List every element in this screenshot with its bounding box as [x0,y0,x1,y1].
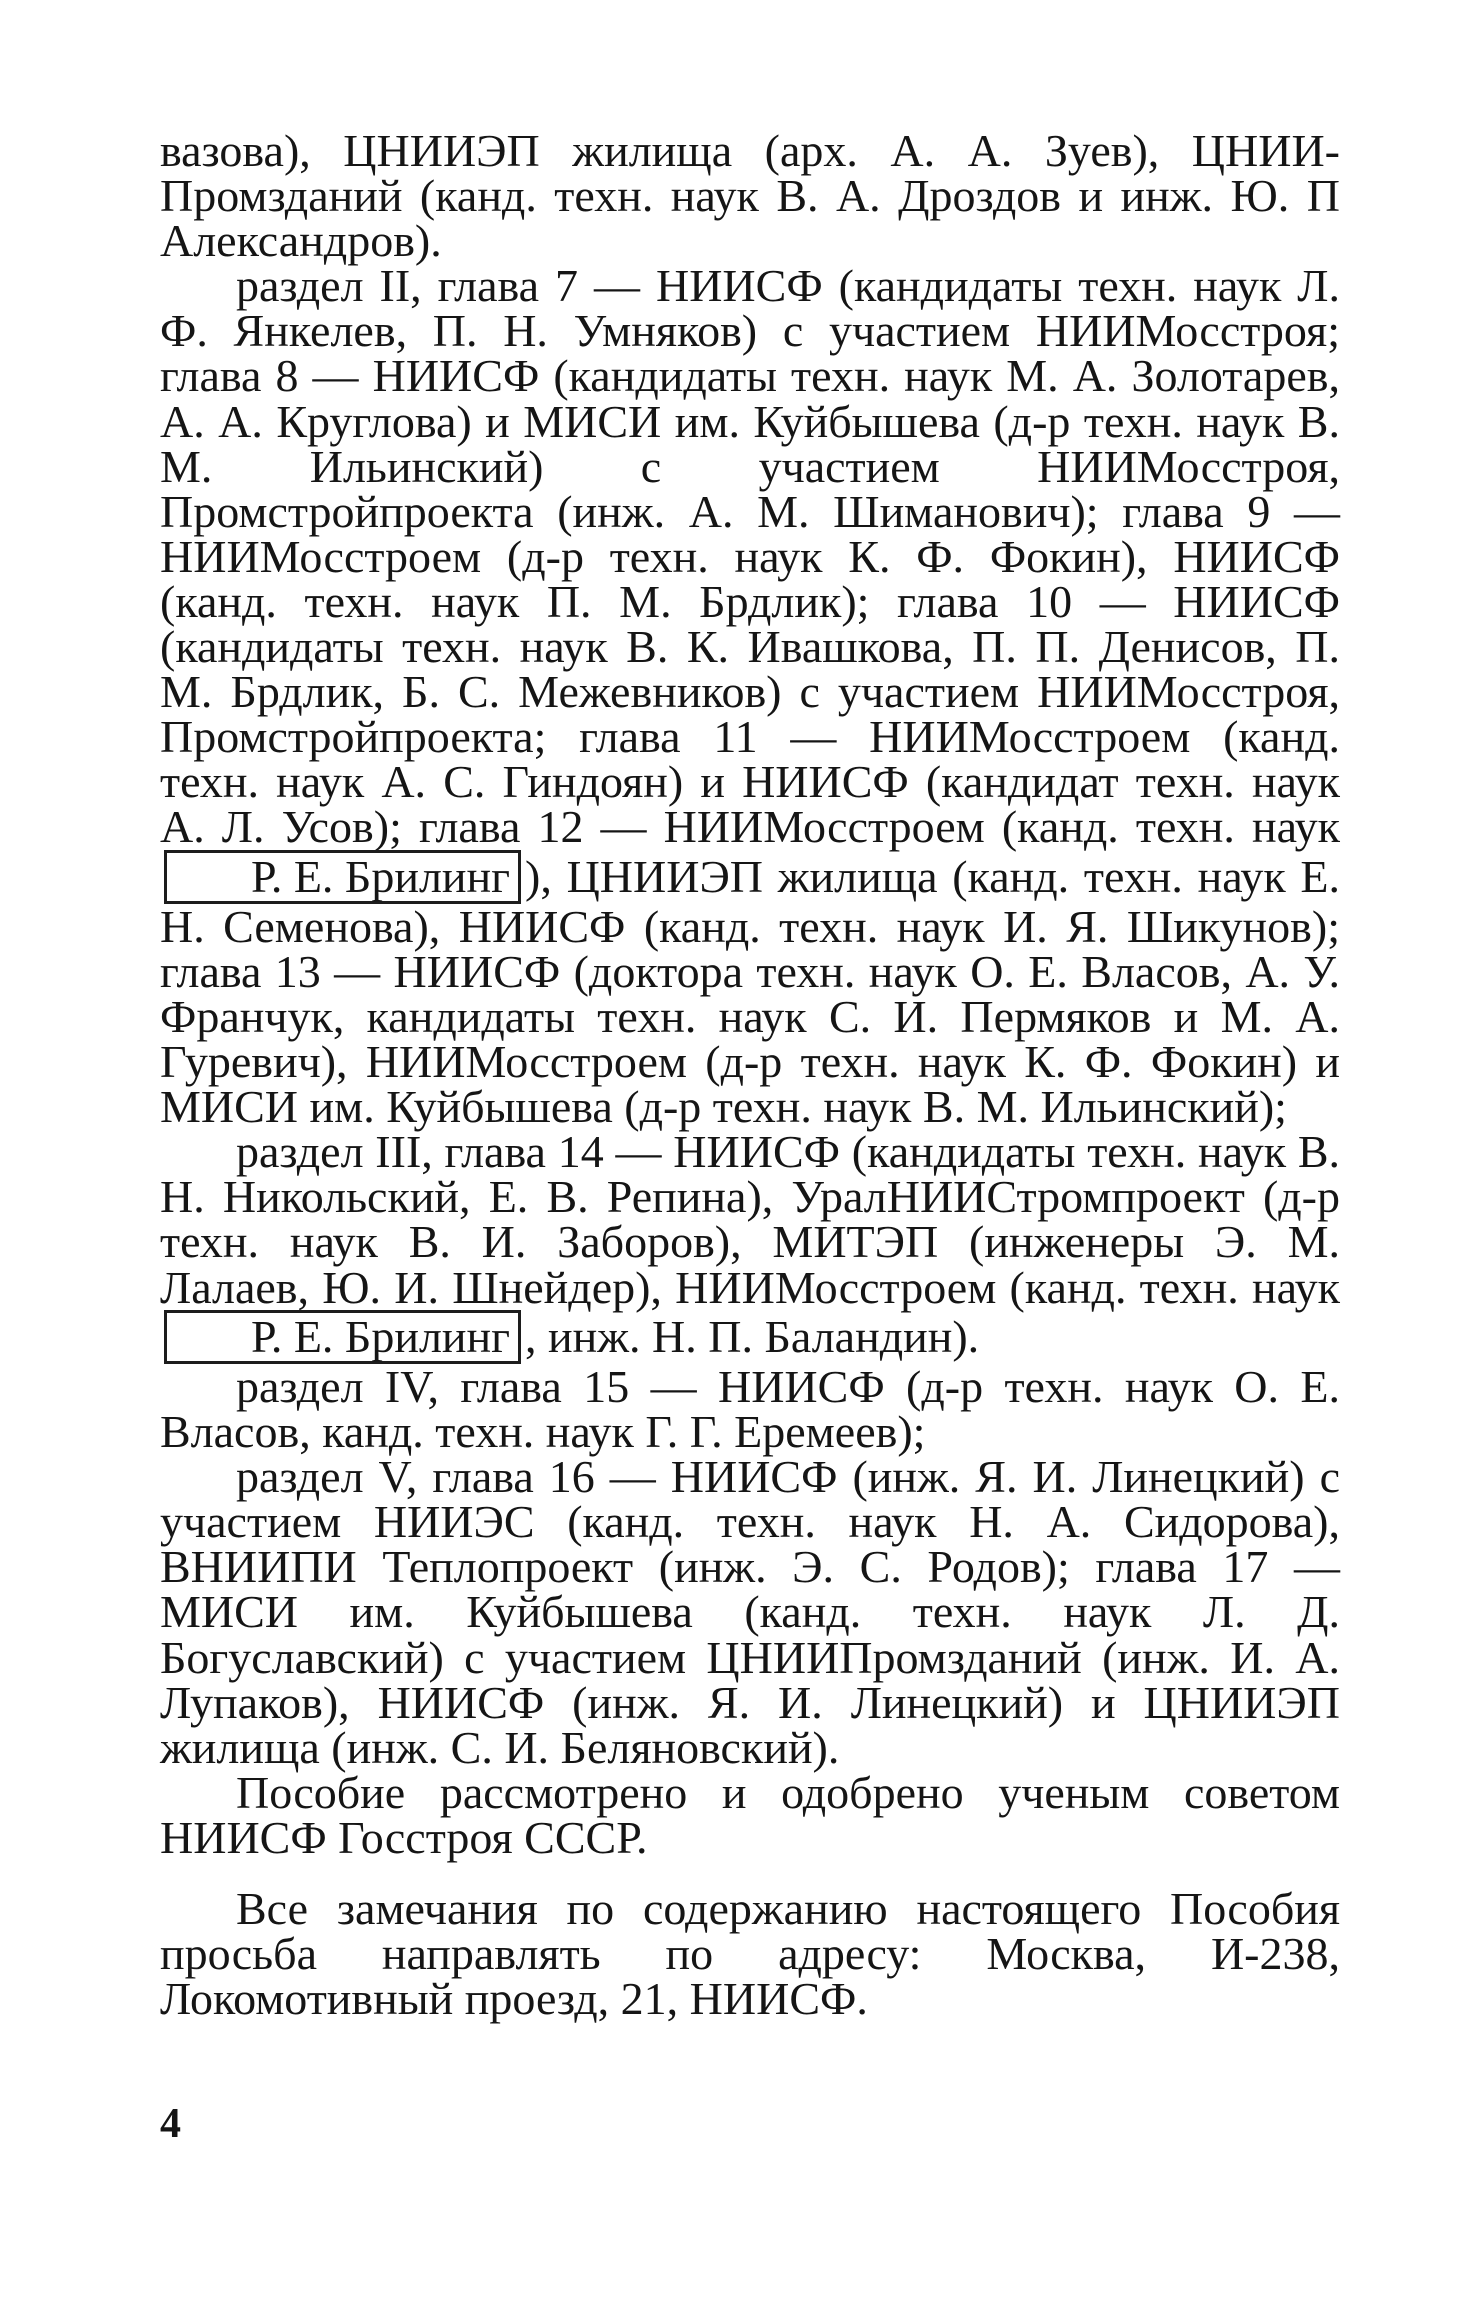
paragraph-contact-address [160,1882,1340,2025]
paragraph-text: раздел IV, глава 15 — НИИСФ (д-р техн. наук О. Е. Власов, канд. техн. наук Г. Г. Еремеев); [160,1360,1340,1458]
paragraph-text-after: ), ЦНИИЭП жилища (канд. техн. наук Е. Н. Семенова), НИИСФ (канд. техн. наук И. Я. Шикунов); глава 13 — НИИСФ (доктора техн. наук О. Е. Власов, А. У. Франчук, кандидаты техн. наук С. И. Пермяков и М. А. Гуревич), НИИМосстроем (д-р техн. наук К. Ф. Фокин) и МИСИ им. Куйбышева (д-р техн. наук В. М. Ильинский); [160,850,1340,1133]
paragraph-approval [160,1766,1340,1863]
paragraph-text: вазова), ЦНИИЭП жилища (арх. А. А. Зуев), ЦНИИ-Промзданий (канд. техн. наук В. А. Дроздов и инж. Ю. П Александров). [160,125,1340,267]
paragraph-section-5 [160,1451,1340,1773]
paragraph-text-after: , инж. Н. П. Баландин). [525,1310,980,1362]
body-text [160,125,1340,2025]
paragraph-text: раздел V, глава 16 — НИИСФ (инж. Я. И. Линецкий) с участием НИИЭС (канд. техн. наук Н. А. Сидорова), ВНИИПИ Теплопроект (инж. Э. С. Родов); глава 17 — МИСИ им. Куйбышева (канд. техн. наук Л. Д. Богуславский) с участием ЦНИИПромзданий (инж. И. А. Лупаков), НИИСФ (инж. Я. И. Линецкий) и ЦНИИЭП жилища (инж. С. И. Беляновский). [160,1451,1340,1773]
paragraph-text-before: раздел III, глава 14 — НИИСФ (кандидаты техн. наук В. Н. Никольский, Е. В. Репина), УралНИИСтромпроект (д-р техн. наук В. И. Заборов), МИТЭП (инженеры Э. М. Лалаев, Ю. И. Шнейдер), НИИМосстроем (канд. техн. наук [160,1126,1340,1313]
paragraph-intro-continuation [160,125,1340,267]
paragraph-text: Все замечания по содержанию настоящего Пособия просьба направлять по адресу: Москва, И-238, Локомотивный проезд, 21, НИИСФ. [160,1882,1340,2025]
paragraph-section-2 [160,260,1340,1133]
paragraph-text: Пособие рассмотрено и одобрено ученым советом НИИСФ Госстроя СССР. [160,1766,1340,1863]
paragraph-text-before: раздел II, глава 7 — НИИСФ (кандидаты техн. наук Л. Ф. Янкелев, П. Н. Умняков) с участием НИИМосстроя; глава 8 — НИИСФ (кандидаты техн. наук М. А. Золотарев, А. А. Круглова) и МИСИ им. Куйбышева (д-р техн. наук В. М. Ильинский) с участием НИИМосстроя, Промстройпроекта (инж. А. М. Шиманович); глава 9 — НИИМосстроем (д-р техн. наук К. Ф. Фокин), НИИСФ (канд. техн. наук П. М. Брдлик); глава 10 — НИИСФ (кандидаты техн. наук В. К. Ивашкова, П. П. Денисов, П. М. Брдлик, Б. С. Межевников) с участием НИИМосстроя, Промстройпроекта; глава 11 — НИИМосстроем (канд. техн. наук А. С. Гиндоян) и НИИСФ (кандидат техн. наук А. Л. Усов); глава 12 — НИИМосстроем (канд. техн. наук [160,260,1340,853]
framed-author-name: Р. Е. Брилинг [164,1310,521,1364]
page-number: 4 [160,2101,181,2147]
paragraph-section-3 [160,1126,1340,1364]
paragraph-section-4 [160,1360,1340,1458]
framed-author-name: Р. Е. Брилинг [164,850,521,904]
